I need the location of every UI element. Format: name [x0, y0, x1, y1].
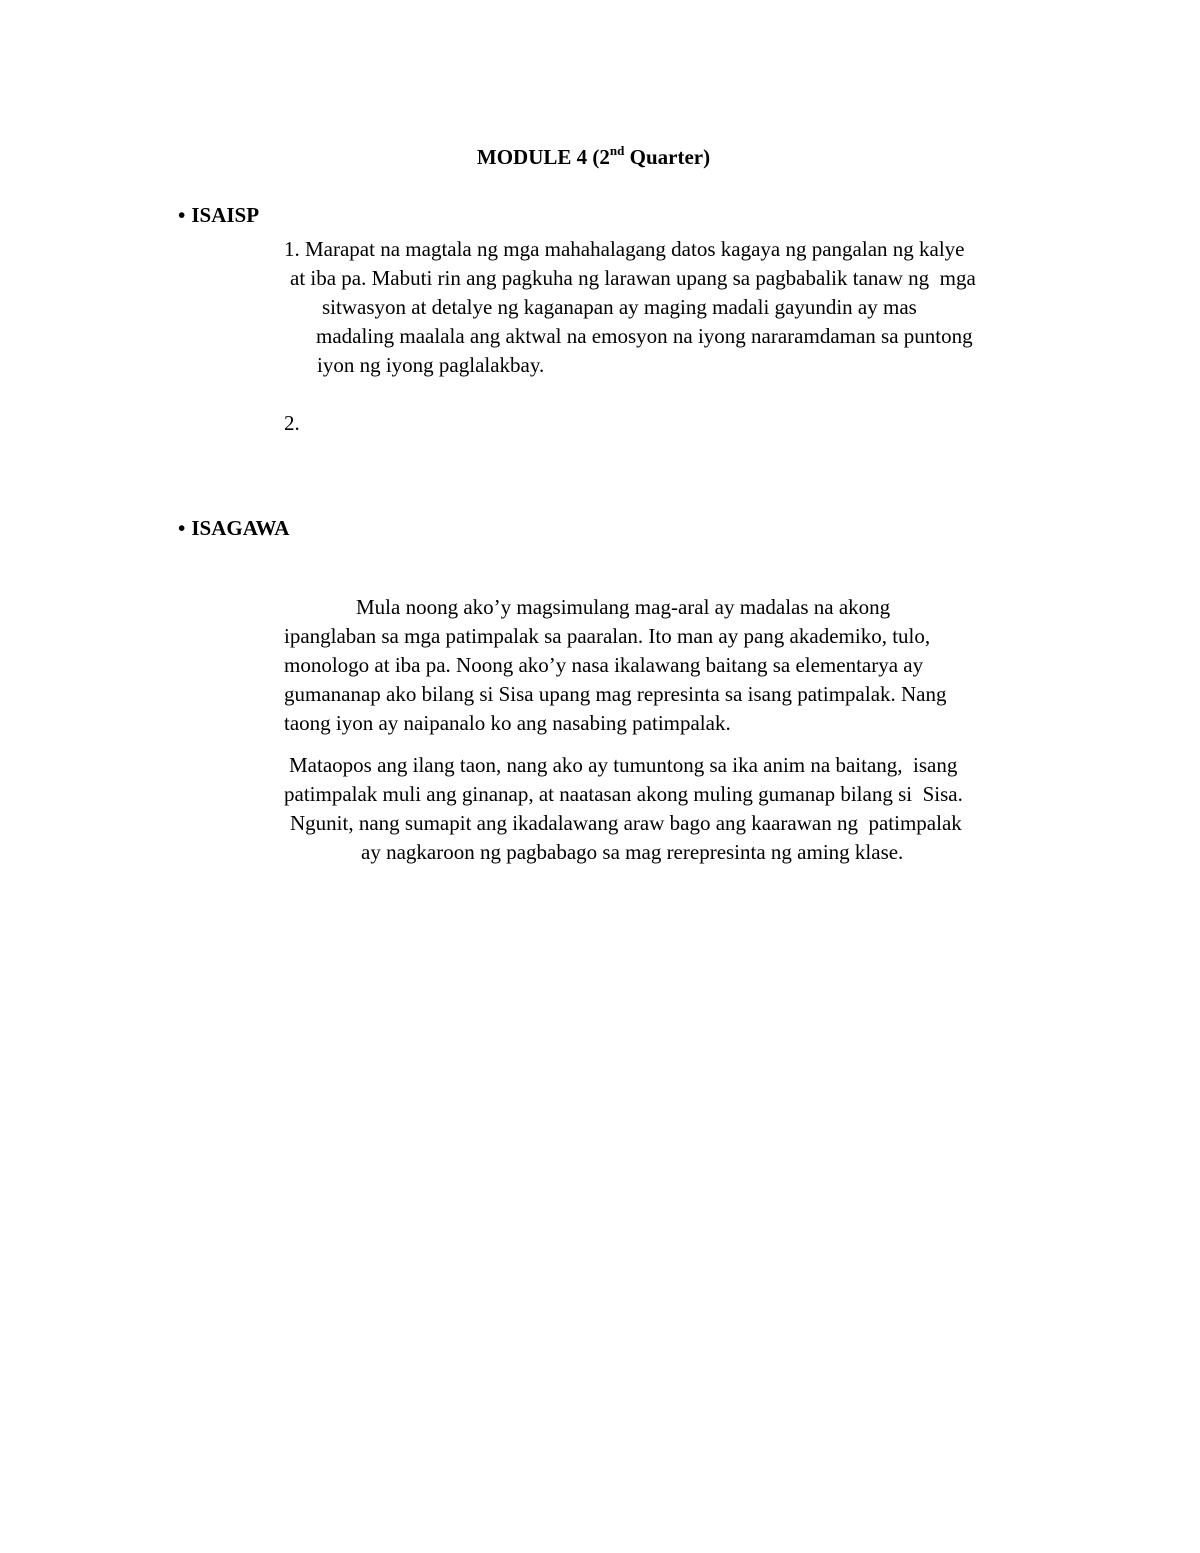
isaisp-item2: 2.	[284, 411, 300, 435]
isaisp-item1-line: at iba pa. Mabuti rin ang pagkuha ng larawan upang sa pagbabalik tanaw ng mga	[290, 266, 976, 290]
module-title	[0, 142, 1187, 172]
isaisp-item1-line: madaling maalala ang aktwal na emosyon na iyong nararamdaman sa puntong	[316, 324, 973, 348]
heading-text: ISAGAWA	[191, 516, 290, 540]
isagawa-paragraph2-line: Mataopos ang ilang taon, nang ako ay tumuntong sa ika anim na baitang, isang	[289, 753, 958, 777]
title-prefix: MODULE 4 (2	[476, 145, 610, 169]
isagawa-paragraph2-line: patimpalak muli ang ginanap, at naatasan akong muling gumanap bilang si Sisa.	[284, 782, 963, 806]
isagawa-paragraph1-line: monologo at iba pa. Noong ako’y nasa ikalawang baitang sa elementarya ay	[284, 653, 924, 677]
isagawa-paragraph1-line: taong iyon ay naipanalo ko ang nasabing patimpalak.	[284, 711, 731, 735]
isagawa-paragraph1-line: ipanglaban sa mga patimpalak sa paaralan. Ito man ay pang akademiko, tulo,	[284, 624, 931, 648]
section-heading-isaisp	[178, 200, 259, 230]
isagawa-paragraph2-line: Ngunit, nang sumapit ang ikadalawang araw bago ang kaarawan ng patimpalak	[290, 811, 962, 835]
isaisp-item1-line: sitwasyon at detalye ng kaganapan ay maging madali gayundin ay mas	[322, 295, 917, 319]
isagawa-paragraph2-line: ay nagkaroon ng pagbabago sa mag rerepresinta ng aming klase.	[361, 840, 904, 864]
bullet-icon: •	[178, 516, 186, 540]
isagawa-paragraph1-line: Mula noong ako’y magsimulang mag-aral ay madalas na akong	[356, 595, 891, 619]
title-suffix: Quarter)	[624, 145, 711, 169]
bullet-icon: •	[178, 203, 186, 227]
section-heading-isagawa	[178, 513, 289, 543]
heading-text: ISAISP	[191, 203, 260, 227]
title-superscript: nd	[609, 143, 625, 158]
isaisp-item1-line: 1. Marapat na magtala ng mga mahahalagang datos kagaya ng pangalan ng kalye	[284, 237, 965, 261]
isaisp-item1-line: iyon ng iyong paglalakbay.	[317, 353, 545, 377]
isagawa-paragraph1-line: gumananap ako bilang si Sisa upang mag represinta sa isang patimpalak. Nang	[284, 682, 947, 706]
